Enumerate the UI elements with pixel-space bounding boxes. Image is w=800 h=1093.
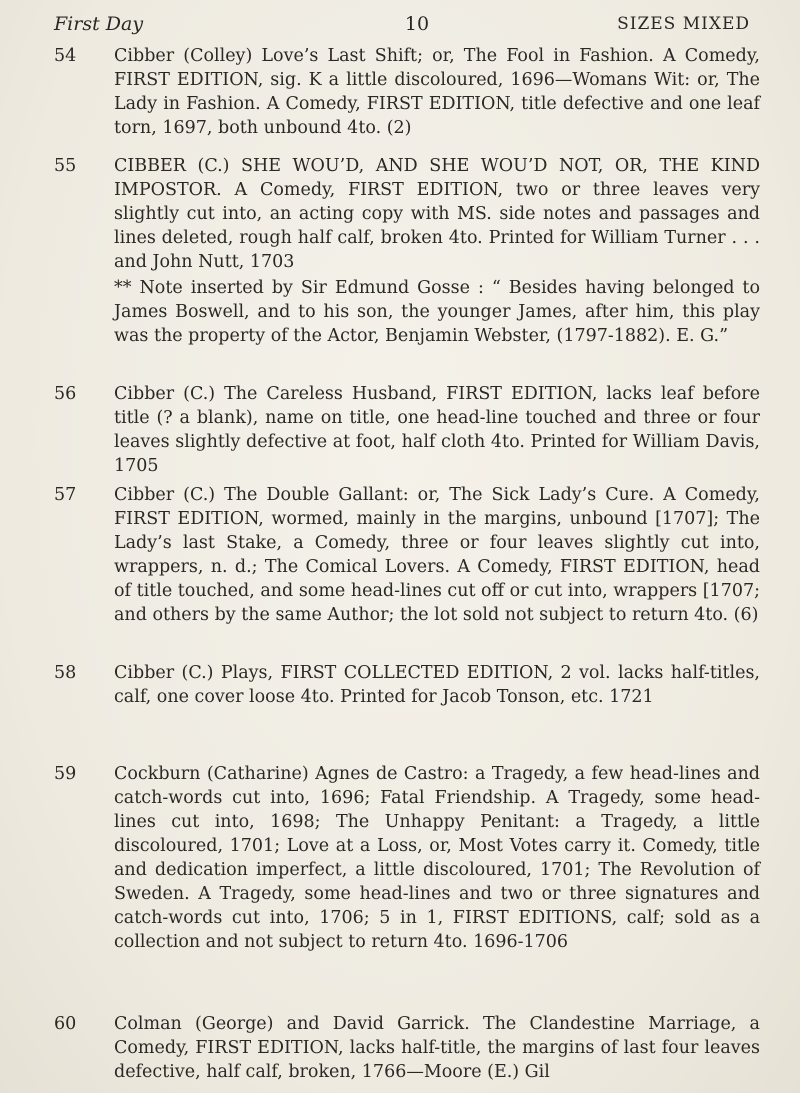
lot-number: 59 — [54, 764, 77, 784]
lot-description: Cockburn (Catharine) Agnes de Castro: a Tragedy, a few head-lines and catch-words cut into, 1696; Fatal Friendship. A Tragedy, some head-lines cut into, 1698; The Unhappy Penitant: a Tragedy, a little discoloured, 1701; Love at a Loss, or, Most Votes carry it. Comedy, title and dedication imperfect, a little discoloured, 1701; The Revolution of Sweden. A Tragedy, some head-lines and two or three signatures and catch-words cut into, 1706; 5 in 1, FIRST EDITIONS, calf; sold as a collection and not subject to return 4to. 1696-1706 — [114, 764, 760, 952]
lot-entry — [54, 44, 760, 140]
lot-entry — [54, 154, 760, 348]
lot-description: Cibber (C.) The Double Gallant: or, The Sick Lady’s Cure. A Comedy, FIRST EDITION, wormed, mainly in the margins, unbound [1707]; The Lady’s last Stake, a Comedy, three or four leaves slightly cut into, wrappers, n. d.; The Comical Lovers. A Comedy, FIRST EDITION, head of title touched, and some head-lines cut off or cut into, wrappers [1707; and others by the same Author; the lot sold not subject to return 4to. (6) — [114, 485, 760, 625]
header-section: SIZES MIXED — [617, 14, 750, 34]
lot-description: Cibber (Colley) Love’s Last Shift; or, The Fool in Fashion. A Comedy, FIRST EDITION, sig. K a little discoloured, 1696—Womans Wit: or, The Lady in Fashion. A Comedy, FIRST EDITION, title defective and one leaf torn, 1697, both unbound 4to. (2) — [114, 46, 760, 138]
header-day: First Day — [54, 13, 144, 35]
lot-entry — [54, 483, 760, 627]
lot-description: Colman (George) and David Garrick. The Clandestine Marriage, a Comedy, FIRST EDITION, lacks half-title, the margins of last four leaves defective, half calf, broken, 1766—Moore (E.) Gil — [114, 1014, 760, 1082]
page-header — [54, 10, 750, 38]
lot-entry — [54, 661, 760, 709]
lot-number: 58 — [54, 663, 77, 683]
lot-note: ** Note inserted by Sir Edmund Gosse : “ Besides having belonged to James Boswell, and to his son, the younger James, after him, this play was the property of the Actor, Benjamin Webster, (1797-1882). E. G.” — [114, 278, 760, 346]
lot-number: 54 — [54, 46, 77, 66]
lot-number: 56 — [54, 384, 77, 404]
lot-description: Cibber (C.) The Careless Husband, FIRST EDITION, lacks leaf before title (? a blank), name on title, one head-line touched and three or four leaves slightly defective at foot, half cloth 4to. Printed for William Davis, 1705 — [114, 384, 760, 476]
lot-entry — [54, 762, 760, 954]
lot-entry — [54, 382, 760, 478]
lot-number: 60 — [54, 1014, 77, 1034]
lot-description: Cibber (C.) Plays, FIRST COLLECTED EDITION, 2 vol. lacks half-titles, calf, one cover loose 4to. Printed for Jacob Tonson, etc. 1721 — [114, 663, 760, 707]
lot-number: 55 — [54, 156, 77, 176]
lot-number: 57 — [54, 485, 77, 505]
page-number: 10 — [404, 13, 430, 35]
lot-description: CIBBER (C.) SHE WOU’D, AND SHE WOU’D NOT, OR, THE KIND IMPOSTOR. A Comedy, FIRST EDITION, two or three leaves very slightly cut into, an acting copy with MS. side notes and passages and lines deleted, rough half calf, broken 4to. Printed for William Turner . . . and John Nutt, 1703 — [114, 156, 760, 272]
lot-entry — [54, 1012, 760, 1084]
